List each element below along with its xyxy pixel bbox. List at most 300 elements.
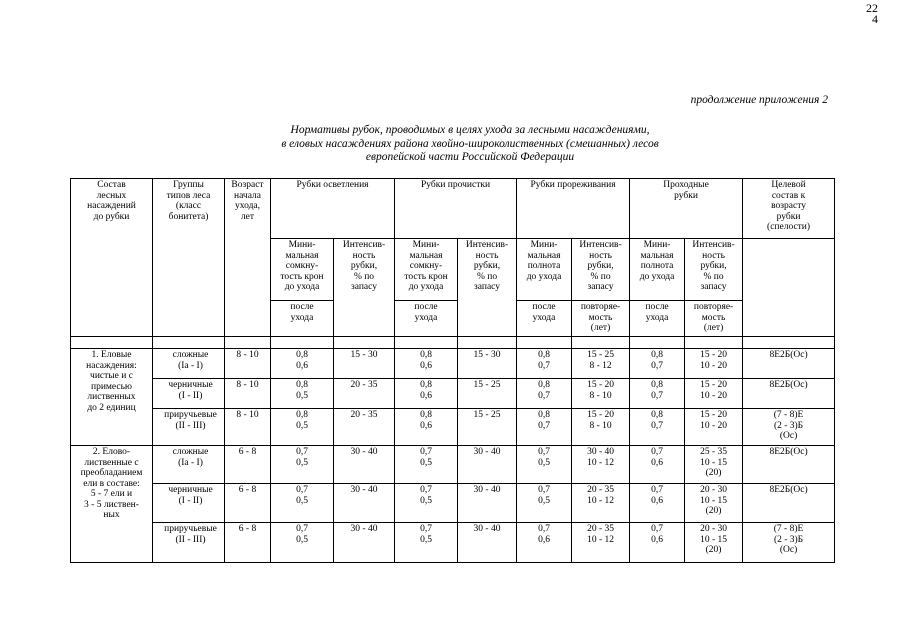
- cell-line: 0,7: [651, 420, 663, 431]
- cell-line: (Ос): [779, 545, 798, 555]
- cell-line: (II - III): [175, 534, 206, 545]
- prorezhivanie-int: [572, 484, 630, 523]
- osvetlenie-min: [271, 349, 334, 379]
- cell-line: 0,5: [420, 534, 432, 545]
- cell-line: 8 - 10: [589, 420, 612, 431]
- cell-line: 10 - 20: [700, 420, 727, 431]
- title-line: Нормативы рубок, проводимых в целях ухода за лесными насаждениями,: [290, 124, 650, 136]
- cell-line: насаждений: [87, 201, 136, 211]
- col-sostav: [71, 179, 153, 337]
- cell-line: Возраст: [231, 180, 264, 190]
- cell-line: 30 - 40: [350, 447, 378, 457]
- prorezhivanie-int: [572, 409, 630, 446]
- cell-line: возрасту: [771, 201, 806, 211]
- sub-posle: [630, 301, 685, 337]
- cell-line: Мини-: [643, 240, 671, 250]
- forest-type: [153, 409, 225, 446]
- page-number-bottom: 4: [872, 12, 878, 26]
- cell-line: Интенсив-: [465, 240, 509, 250]
- cell-line: (2 - 3)Б: [773, 420, 804, 431]
- cell-line: примесью: [90, 381, 133, 392]
- cell-line: Проходные: [663, 180, 709, 190]
- sub-posle: [395, 301, 458, 337]
- cell-line: мальная: [285, 250, 319, 261]
- cell-line: до рубки: [93, 211, 130, 222]
- cell-line: после: [290, 302, 314, 312]
- cell-line: лиственные с: [84, 457, 139, 468]
- cell-line: Интенсив-: [692, 240, 735, 250]
- cell-line: ность: [702, 250, 725, 261]
- col-vozrast: [225, 179, 271, 337]
- cell-line: начала: [234, 190, 261, 201]
- cell-line: рубки,: [350, 261, 378, 271]
- col-target: [743, 179, 835, 239]
- cell-line: 0,5: [296, 495, 308, 506]
- cell-line: 8Е2Б(Ос): [769, 485, 808, 495]
- cell-line: запасу: [700, 282, 727, 292]
- osvetlenie-int: [334, 349, 395, 379]
- osvetlenie-int: [334, 379, 395, 409]
- cell-line: 0,7: [538, 524, 550, 534]
- forest-type: [153, 349, 225, 379]
- cell-line: ухода: [290, 312, 314, 323]
- cell-line: (I - II): [178, 495, 203, 506]
- cell-line: 10 - 15: [700, 534, 727, 545]
- cell-line: преобладанием: [80, 468, 143, 478]
- cell-line: 20 - 30: [700, 524, 727, 534]
- prorezhivanie-min: [517, 523, 572, 563]
- cell-line: (20): [705, 506, 722, 516]
- osvetlenie-int: [334, 409, 395, 446]
- cell-line: 0,6: [420, 390, 432, 401]
- cell-line: 0,8: [538, 380, 550, 390]
- cell-line: мальная: [527, 250, 561, 261]
- cell-line: 0,7: [651, 485, 663, 495]
- target-composition: [743, 523, 835, 563]
- cell-line: 30 - 40: [473, 524, 501, 534]
- cell-line: 0,8: [420, 350, 432, 360]
- prochistki-min: [395, 446, 458, 484]
- target-composition: [743, 446, 835, 484]
- forest-type: [153, 523, 225, 563]
- cell-line: 15 - 20: [587, 410, 614, 420]
- cell-line: 0,7: [651, 360, 663, 371]
- osvetlenie-min: [271, 379, 334, 409]
- sub-intens: [458, 239, 517, 337]
- cell-line: 0,5: [296, 420, 308, 431]
- prokhodnye-int: [685, 379, 743, 409]
- sub-min-poln: [630, 239, 685, 301]
- prochistki-int: [458, 409, 517, 446]
- cell-line: (лет): [590, 323, 611, 333]
- osvetlenie-min: [271, 484, 334, 523]
- cell-line: 0,7: [420, 447, 432, 457]
- osvetlenie-min: [271, 409, 334, 446]
- cell-line: Интенсив-: [342, 240, 386, 250]
- cell-line: 15 - 30: [473, 350, 501, 360]
- prokhodnye-min: [630, 409, 685, 446]
- cell-line: ность: [475, 250, 499, 261]
- start-age: [225, 379, 271, 409]
- cell-line: 15 - 25: [473, 380, 501, 390]
- table-row: [71, 409, 835, 446]
- cell-line: (20): [705, 468, 722, 478]
- cell-line: 0,8: [296, 410, 308, 420]
- cell-line: Целевой: [771, 180, 806, 190]
- cell-line: мальная: [409, 250, 443, 261]
- prorezhivanie-int: [572, 446, 630, 484]
- table-row: [71, 523, 835, 563]
- cell-line: (2 - 3)Б: [773, 534, 804, 545]
- cell-line: мость: [701, 312, 726, 323]
- prorezhivanie-min: [517, 379, 572, 409]
- cell-line: 30 - 40: [587, 447, 614, 457]
- osvetlenie-int: [334, 484, 395, 523]
- table-row: [71, 379, 835, 409]
- cell-line: насаждения:: [86, 360, 137, 371]
- osvetlenie-int: [334, 446, 395, 484]
- cell-line: (спелости): [767, 222, 811, 232]
- document-title: [200, 124, 740, 165]
- cell-line: 2. Елово-: [92, 447, 131, 457]
- cell-line: 0,6: [538, 534, 550, 545]
- cell-line: черничные: [168, 485, 213, 495]
- cell-line: 0,8: [420, 410, 432, 420]
- cell-line: 0,8: [651, 410, 663, 420]
- sub-posle: [517, 301, 572, 337]
- cell-line: 5 - 7 ели и: [90, 489, 133, 499]
- cell-line: 8Е2Б(Ос): [769, 447, 808, 457]
- prokhodnye-int: [685, 446, 743, 484]
- col-osvetlenie: Рубки осветления: [271, 179, 395, 239]
- sub-povtor: [572, 301, 630, 337]
- cell-line: до ухода: [639, 271, 675, 282]
- cell-line: 8Е2Б(Ос): [769, 380, 808, 390]
- group-label: [71, 446, 153, 563]
- prokhodnye-min: [630, 446, 685, 484]
- cell-line: 30 - 40: [350, 524, 378, 534]
- sub-posle: [271, 301, 334, 337]
- cell-line: рубки: [776, 211, 801, 222]
- cell-line: 0,8: [651, 350, 663, 360]
- cell-line: 30 - 40: [473, 447, 501, 457]
- cell-line: 8Е2Б(Ос): [769, 350, 808, 360]
- cell-line: 25 - 35: [700, 447, 727, 457]
- cell-line: приручьевые: [164, 524, 217, 534]
- group-label: [71, 349, 153, 446]
- cell-line: % по: [353, 271, 375, 282]
- cell-line: до 2 единиц: [87, 402, 136, 413]
- prochistki-int: [458, 349, 517, 379]
- cell-line: 0,8: [651, 380, 663, 390]
- cell-line: 15 - 20: [700, 380, 727, 390]
- cell-line: Состав: [97, 180, 126, 190]
- cell-line: 20 - 35: [350, 410, 378, 420]
- cell-line: черничные: [168, 380, 213, 390]
- cell-line: % по: [703, 271, 724, 282]
- page-number-top: 22: [866, 1, 878, 15]
- cell-line: 0,6: [420, 360, 432, 371]
- cell-line: (II - III): [175, 420, 206, 431]
- prorezhivanie-int: [572, 379, 630, 409]
- cell-line: рубки,: [587, 261, 614, 271]
- cell-line: 20 - 30: [700, 485, 727, 495]
- target-composition: [743, 484, 835, 523]
- osvetlenie-int: [334, 523, 395, 563]
- cell-line: 20 - 35: [587, 524, 614, 534]
- cell-line: 8 - 10: [236, 350, 259, 360]
- cell-line: ных: [103, 510, 120, 520]
- start-age: [225, 523, 271, 563]
- forest-type: [153, 484, 225, 523]
- cell-line: 15 - 25: [587, 350, 614, 360]
- cell-line: ухода: [645, 312, 669, 323]
- cell-line: 10 - 20: [700, 360, 727, 371]
- start-age: [225, 349, 271, 379]
- cell-line: 20 - 35: [350, 380, 378, 390]
- cell-line: 0,8: [296, 350, 308, 360]
- cell-line: 0,6: [651, 457, 663, 468]
- cell-line: Мини-: [530, 240, 558, 250]
- cell-line: Группы: [173, 180, 204, 190]
- cell-line: 8 - 10: [236, 380, 259, 390]
- cell-line: (20): [705, 545, 722, 555]
- cell-line: % по: [590, 271, 611, 282]
- cell-line: (7 - 8)Е: [773, 524, 804, 534]
- cell-line: лесных: [96, 190, 127, 201]
- prokhodnye-min: [630, 379, 685, 409]
- prochistki-min: [395, 379, 458, 409]
- cell-line: 8 - 12: [589, 360, 612, 371]
- cell-line: 10 - 15: [700, 457, 727, 468]
- target-composition: [743, 349, 835, 379]
- col-prorezhivanie: Рубки прореживания: [517, 179, 630, 239]
- cell-line: 1. Еловые: [91, 350, 132, 360]
- cell-line: повторяе-: [693, 302, 734, 312]
- target-empty: [743, 239, 835, 337]
- prokhodnye-min: [630, 484, 685, 523]
- cell-line: 0,5: [420, 457, 432, 468]
- prokhodnye-int: [685, 409, 743, 446]
- col-gruppy: [153, 179, 225, 337]
- cell-line: 10 - 20: [700, 390, 727, 401]
- cell-line: 0,5: [296, 457, 308, 468]
- prokhodnye-int: [685, 523, 743, 563]
- cell-line: 6 - 8: [238, 524, 257, 534]
- prokhodnye-int: [685, 484, 743, 523]
- cell-line: 6 - 8: [238, 485, 257, 495]
- cell-line: 0,7: [538, 420, 550, 431]
- cell-line: рубки: [674, 190, 698, 201]
- cell-line: ность: [589, 250, 612, 261]
- cell-line: до ухода: [284, 282, 320, 292]
- cell-line: 0,8: [296, 380, 308, 390]
- cell-line: тость крон: [280, 271, 324, 282]
- target-composition: [743, 379, 835, 409]
- cell-line: запасу: [587, 282, 614, 292]
- start-age: [225, 484, 271, 523]
- prochistki-min: [395, 523, 458, 563]
- cell-line: после: [532, 302, 556, 312]
- cell-line: 0,6: [296, 360, 308, 371]
- cell-line: 0,7: [420, 485, 432, 495]
- cell-line: (лет): [703, 323, 724, 333]
- cell-line: повторяе-: [580, 302, 621, 312]
- cell-line: 10 - 12: [587, 534, 614, 545]
- cell-line: 0,7: [651, 390, 663, 401]
- cell-line: мость: [588, 312, 613, 323]
- cell-line: 0,5: [296, 390, 308, 401]
- forest-type: [153, 446, 225, 484]
- cell-line: приручьевые: [164, 410, 217, 420]
- cell-line: 10 - 15: [700, 495, 727, 506]
- cell-line: 0,5: [538, 457, 550, 468]
- cell-line: 0,7: [420, 524, 432, 534]
- cell-line: лет: [240, 211, 255, 222]
- cell-line: 0,5: [296, 534, 308, 545]
- prokhodnye-min: [630, 349, 685, 379]
- cell-line: сомкну-: [285, 261, 319, 271]
- prorezhivanie-int: [572, 349, 630, 379]
- prorezhivanie-int: [572, 523, 630, 563]
- sub-povtor: [685, 301, 743, 337]
- cell-line: мальная: [640, 250, 674, 261]
- continuation-label: продолжение приложения 2: [690, 94, 828, 106]
- cell-line: 0,7: [296, 447, 308, 457]
- cell-line: 15 - 25: [473, 410, 501, 420]
- cell-line: до ухода: [408, 282, 444, 292]
- cell-line: Интенсив-: [579, 240, 622, 250]
- prorezhivanie-min: [517, 409, 572, 446]
- sub-min-somk: [395, 239, 458, 301]
- cell-line: до ухода: [526, 271, 562, 282]
- cell-line: % по: [476, 271, 498, 282]
- cell-line: (Ос): [779, 431, 798, 441]
- cell-line: сложные: [172, 350, 209, 360]
- page-number: [828, 3, 878, 25]
- cell-line: тость крон: [404, 271, 448, 282]
- cell-line: 0,8: [420, 380, 432, 390]
- cell-line: 30 - 40: [473, 485, 501, 495]
- cell-line: 0,5: [420, 495, 432, 506]
- cell-line: 0,8: [538, 350, 550, 360]
- start-age: [225, 446, 271, 484]
- osvetlenie-min: [271, 523, 334, 563]
- cell-line: после: [414, 302, 438, 312]
- cell-line: Мини-: [288, 240, 316, 250]
- prokhodnye-int: [685, 349, 743, 379]
- cell-line: (Iа - I): [178, 360, 203, 371]
- cell-line: 20 - 35: [587, 485, 614, 495]
- cell-line: (I - II): [178, 390, 203, 401]
- cell-line: ухода: [532, 312, 556, 323]
- cell-line: запасу: [474, 282, 501, 292]
- cell-line: 0,8: [538, 410, 550, 420]
- cell-line: запасу: [351, 282, 377, 292]
- cell-line: лиственных: [87, 392, 136, 402]
- title-line: европейской части Российской Федерации: [365, 151, 575, 163]
- table-row: [71, 446, 835, 484]
- sub-intens: [334, 239, 395, 337]
- cell-line: бонитета): [168, 211, 209, 222]
- cell-line: 0,7: [538, 447, 550, 457]
- cell-line: 8 - 10: [236, 410, 259, 420]
- cell-line: ухода,: [234, 201, 261, 211]
- cell-line: 0,7: [538, 390, 550, 401]
- cell-line: (класс: [175, 201, 202, 211]
- cell-line: 0,6: [651, 495, 663, 506]
- cell-line: полнота: [640, 261, 674, 271]
- cell-line: 3 - 5 листвен-: [84, 499, 139, 510]
- prochistki-min: [395, 484, 458, 523]
- prochistki-min: [395, 409, 458, 446]
- cell-line: 15 - 20: [587, 380, 614, 390]
- cell-line: полнота: [527, 261, 561, 271]
- title-line: в еловых насаждениях района хвойно-широколиственных (смешанных) лесов: [281, 137, 659, 150]
- prochistki-int: [458, 523, 517, 563]
- sub-intens: [685, 239, 743, 301]
- cell-line: 15 - 20: [700, 410, 727, 420]
- prorezhivanie-min: [517, 484, 572, 523]
- cell-line: 0,7: [538, 360, 550, 371]
- sub-min-somk: [271, 239, 334, 301]
- cell-line: 0,6: [651, 534, 663, 545]
- cell-line: 0,7: [296, 485, 308, 495]
- table-row: [71, 484, 835, 523]
- prorezhivanie-min: [517, 446, 572, 484]
- cell-line: (Iа - I): [178, 457, 203, 468]
- cell-line: 8 - 10: [589, 390, 612, 401]
- cell-line: состав к: [771, 190, 806, 201]
- prochistki-min: [395, 349, 458, 379]
- cell-line: ухода: [414, 312, 438, 323]
- prokhodnye-min: [630, 523, 685, 563]
- cell-line: 10 - 12: [587, 457, 614, 468]
- prochistki-int: [458, 446, 517, 484]
- cell-line: (7 - 8)Е: [773, 410, 804, 420]
- cell-line: рубки,: [700, 261, 727, 271]
- cell-line: 30 - 40: [350, 485, 378, 495]
- target-composition: [743, 409, 835, 446]
- prochistki-int: [458, 379, 517, 409]
- cell-line: чистые и с: [90, 371, 133, 381]
- cell-line: 0,6: [420, 420, 432, 431]
- sub-min-poln: [517, 239, 572, 301]
- forest-type: [153, 379, 225, 409]
- cell-line: 0,7: [296, 524, 308, 534]
- cell-line: 0,5: [538, 495, 550, 506]
- cell-line: 15 - 20: [700, 350, 727, 360]
- col-prokhodnye: [630, 179, 743, 239]
- cell-line: 0,7: [651, 524, 663, 534]
- cell-line: сомкну-: [409, 261, 443, 271]
- norms-table: [70, 178, 835, 563]
- col-prochistki: Рубки прочистки: [395, 179, 517, 239]
- prochistki-int: [458, 484, 517, 523]
- cell-line: 0,7: [651, 447, 663, 457]
- cell-line: 15 - 30: [350, 350, 378, 360]
- cell-line: рубки,: [473, 261, 501, 271]
- cell-line: 6 - 8: [238, 447, 257, 457]
- start-age: [225, 409, 271, 446]
- cell-line: ели в составе:: [83, 478, 140, 489]
- cell-line: типов леса: [166, 190, 211, 201]
- sub-intens: [572, 239, 630, 301]
- cell-line: Мини-: [412, 240, 440, 250]
- spacer-row: [71, 337, 835, 349]
- cell-line: 0,7: [538, 485, 550, 495]
- prorezhivanie-min: [517, 349, 572, 379]
